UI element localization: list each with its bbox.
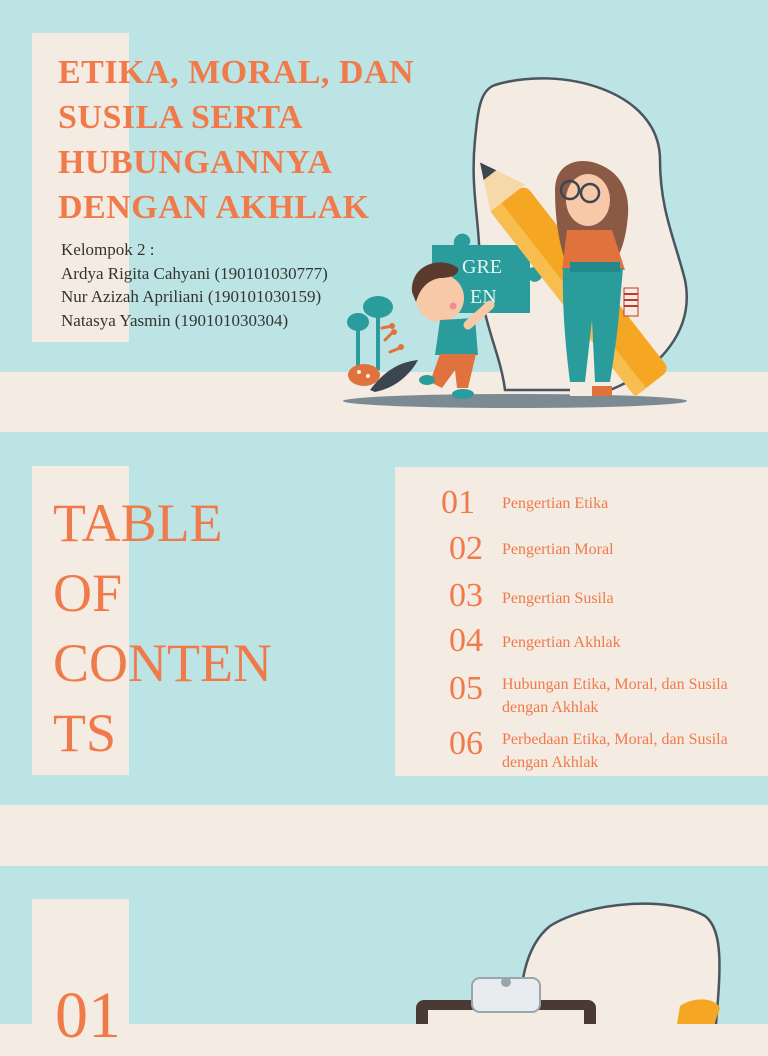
toc-label: Hubungan Etika, Moral, dan Susila dengan Akhlak — [502, 676, 728, 716]
toc-number: 01 — [441, 484, 475, 521]
slide-title — [0, 0, 768, 432]
title-line: ETIKA, MORAL, DAN — [58, 54, 415, 91]
title-line: DENGAN AKHLAK — [58, 189, 370, 226]
toc-heading-line: CONTEN — [53, 633, 272, 693]
kids-illustration — [330, 70, 710, 415]
toc-heading-line: TABLE — [53, 493, 223, 553]
toc-heading — [53, 488, 272, 768]
toc-list — [395, 467, 768, 776]
toc-label: Pengertian Akhlak — [502, 634, 621, 651]
author-list — [61, 238, 328, 332]
toc-number: 02 — [449, 530, 483, 567]
puzzle-text: GRE — [462, 256, 502, 278]
toc-number: 05 — [449, 670, 483, 707]
toc-heading-line: OF — [53, 563, 123, 623]
author-name: Ardya Rigita Cahyani (190101030777) — [61, 263, 328, 283]
puzzle-text: EN — [470, 286, 497, 308]
toc-number: 06 — [449, 725, 483, 762]
title-line: HUBUNGANNYA — [58, 144, 333, 181]
title-line: SUSILA SERTA — [58, 99, 304, 136]
author-name: Nur Azizah Apriliani (190101030159) — [61, 287, 322, 306]
toc-number: 04 — [449, 622, 483, 659]
clipboard-illustration — [410, 896, 740, 1024]
section-number: 01 — [55, 979, 121, 1052]
author-name: Natasya Yasmin (190101030304) — [61, 310, 289, 330]
toc-label: Pengertian Susila — [502, 590, 614, 607]
toc-number: 03 — [449, 577, 483, 614]
toc-label: Perbedaan Etika, Moral, dan Susila dengan Akhlak — [502, 731, 728, 771]
group-label: Kelompok 2 : — [61, 240, 155, 259]
toc-heading-line: TS — [53, 703, 117, 763]
toc-label: Pengertian Moral — [502, 541, 614, 558]
toc-label: Pengertian Etika — [502, 495, 609, 512]
